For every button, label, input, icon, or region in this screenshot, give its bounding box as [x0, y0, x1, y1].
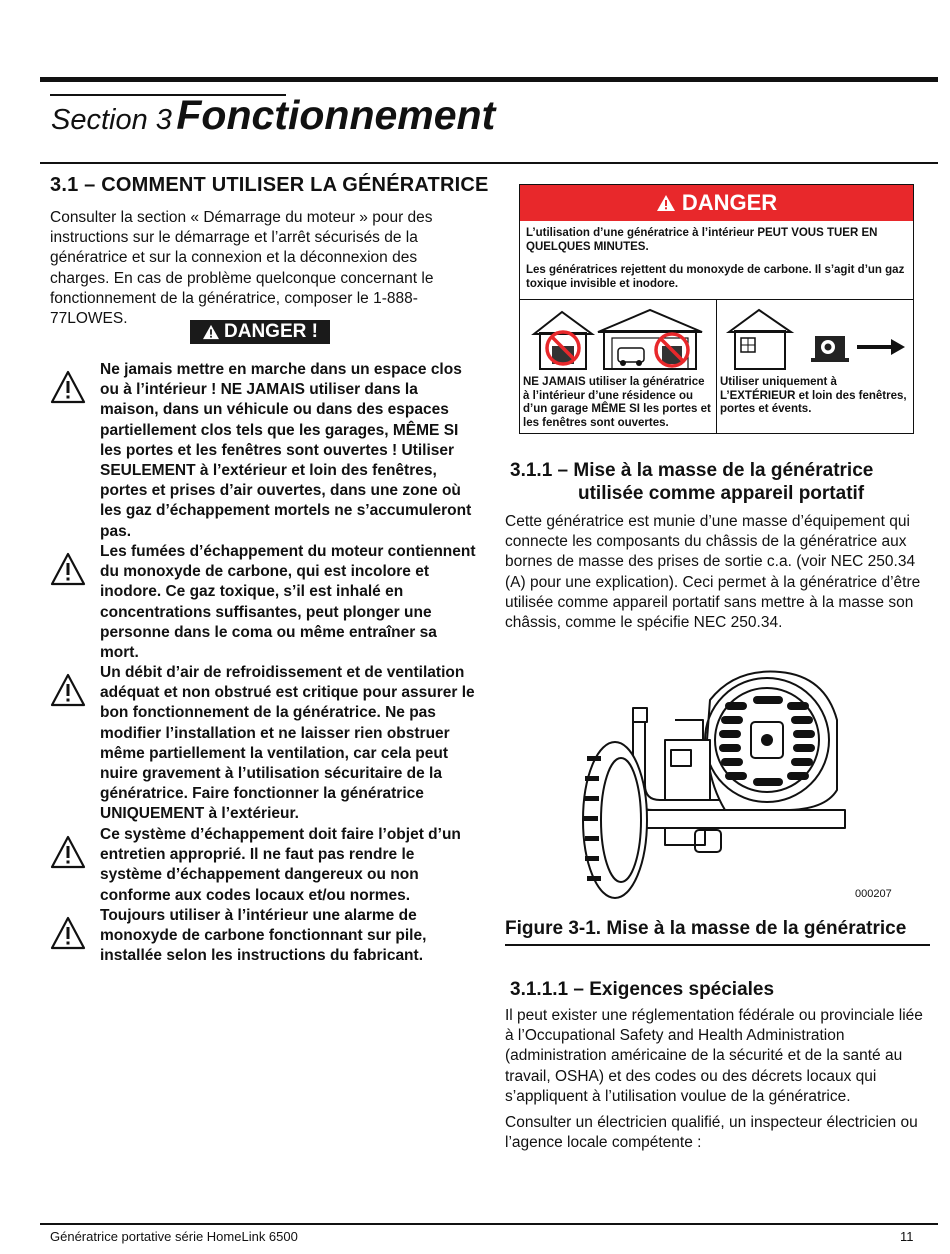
warning-item [50, 906, 478, 967]
warning-triangle-icon [50, 916, 86, 950]
heading-3-1-1-1: 3.1.1.1 – Exigences spéciales [510, 979, 775, 1000]
outdoor-use-only-icon [723, 306, 907, 372]
heading-3-1-1 [510, 459, 873, 505]
outdoor-use-cell [717, 300, 913, 433]
heading-3-1-1-line1: 3.1.1 – Mise à la masse de la génératrice [510, 460, 874, 481]
intro-paragraph: Consulter la section « Démarrage du moteur » pour des instructions sur le démarrage et l’arrêt sécurisés de la génératrice et sur la connexion et la déconnexion des charges. En cas de problème quelconque concernant le fonctionnement de la génératrice, composer le 1-888-77LOWES. [50, 209, 434, 328]
warning-item [50, 542, 478, 663]
heading-3-1: 3.1 – COMMENT UTILISER LA GÉNÉRATRICE [50, 174, 489, 196]
generator-illustration [575, 660, 865, 905]
warning-text: Ne jamais mettre en marche dans un espace clos ou à l’intérieur ! NE JAMAIS utiliser dans la maison, dans un véhicule ou dans des espaces partiellement clos tels que les garages, MÊME SI les portes et les fenêtres sont ouvertes ! Utiliser SEULEMENT à l’extérieur et loin des fenêtres, portes et prises d’air ouvertes, dans une zone où les gaz d’échappement mortels ne s’accumuleront pas. [100, 361, 472, 540]
warning-item [50, 825, 478, 906]
danger-badge [190, 320, 330, 344]
danger-label-box [519, 184, 914, 434]
outdoor-use-caption: Utiliser uniquement à L’EXTÉRIEUR et loin des fenêtres, portes et évents. [720, 376, 907, 415]
figure-caption-rule [505, 944, 930, 946]
figure-caption: Figure 3-1. Mise à la masse de la génératrice [505, 918, 907, 939]
footer-rule [40, 1223, 938, 1225]
paragraph-3-1-1: Cette génératrice est munie d’une masse d’équipement qui connecte les composants du châssis de la génératrice aux bornes de masse des prises de sortie c.a. (voir NEC 250.34 (A) pour une explication). Ceci permet à la génératrice d’être utilisée comme appareil portatif sans mettre à la masse son châssis, comme le spécifie NEC 250.34. [505, 513, 921, 632]
warning-triangle-icon [50, 673, 86, 707]
indoor-prohibited-cell [520, 300, 717, 433]
warning-item [50, 663, 478, 825]
warning-triangle-icon [50, 370, 86, 404]
footer-title: Génératrice portative série HomeLink 6500 [50, 1229, 298, 1244]
paragraph-3-1-1-1-a: Il peut exister une réglementation fédérale ou provinciale liée à l’Occupational Safety and Health Administration (administration américaine de la sécurité et de la santé au travail, OSHA) et des codes ou des décrets locaux qui s’appliquent à l’utilisation voulue de la génératrice. [505, 1007, 923, 1105]
page-number: 11 [900, 1229, 914, 1244]
top-rule [40, 77, 938, 82]
page-title [51, 92, 495, 139]
paragraph-3-1-1-1-b: Consulter un électricien qualifié, un inspecteur électricien ou l’agence locale compétente : [505, 1114, 918, 1152]
danger-badge-label: DANGER ! [224, 321, 318, 342]
heading-3-1-1-line2: utilisée comme appareil portatif [578, 483, 865, 504]
danger-box-text-1: L’utilisation d’une génératrice à l’intérieur PEUT VOUS TUER EN QUELQUES MINUTES. [526, 227, 878, 253]
warning-item [50, 360, 478, 542]
warning-text: Les fumées d’échappement du moteur contiennent du monoxyde de carbone, qui est incolore et inodore. Ce gaz toxique, s’il est inhalé en concentrations suffisantes, peut plonger une personne dans le coma ou même entraîner sa mort. [100, 543, 476, 662]
figure-code: 000207 [855, 888, 892, 900]
warning-text: Un débit d’air de refroidissement et de ventilation adéquat et non obstrué est critique pour assurer le bon fonctionnement de la génératrice. Ne pas modifier l’installation et ne laisser rien obstruer même partiellement la ventilation, car cela peut nuire gravement à l’utilisation sécuritaire de la génératrice. Faire fonctionner la génératrice UNIQUEMENT à l’extérieur. [100, 664, 475, 823]
warning-triangle-icon [50, 835, 86, 869]
indoor-prohibited-caption: NE JAMAIS utiliser la génératrice à l’intérieur d’une résidence ou d’un garage MÊME SI les portes et les fenêtres sont ouvertes. [523, 376, 711, 429]
section-title: Fonctionnement [176, 92, 496, 138]
no-indoor-use-icon [526, 306, 710, 372]
warning-text: Ce système d’échappement doit faire l’objet d’un entretien approprié. Il ne faut pas rendre le système d’échappement dangereux ou non conforme aux codes locaux et/ou normes. [100, 826, 461, 904]
danger-box-pictograms [520, 299, 913, 433]
title-rule [40, 162, 938, 164]
danger-box-title: DANGER [681, 190, 778, 215]
warning-text: Toujours utiliser à l’intérieur une alarme de monoxyde de carbone fonctionnant sur pile, installée selon les instructions du fabricant. [100, 907, 427, 965]
danger-box-text [520, 221, 913, 293]
section-label: Section 3 [51, 104, 172, 136]
warning-triangle-icon [50, 552, 86, 586]
danger-box-header [520, 185, 913, 221]
danger-box-text-2: Les génératrices rejettent du monoxyde de carbone. Il s’agit d’un gaz toxique invisible et inodore. [526, 264, 905, 290]
warning-triangle-icon [202, 324, 220, 340]
warning-triangle-icon [656, 194, 676, 212]
